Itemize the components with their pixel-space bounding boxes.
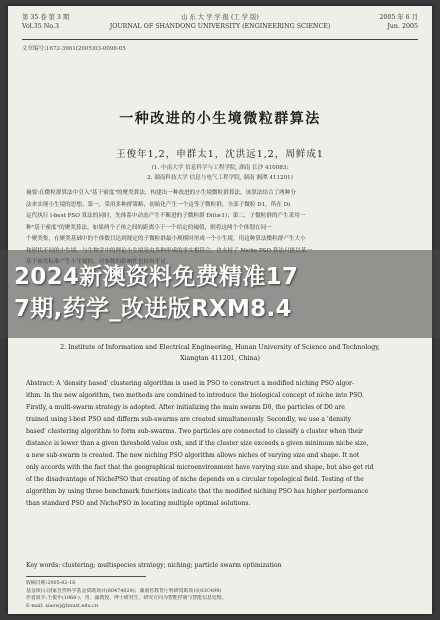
- journal-header: [22, 14, 418, 38]
- footnote-rule: [26, 576, 146, 577]
- abstract-en: [26, 378, 414, 510]
- abstract-en-line: based' clustering algorithm to form sub-swarms. Two particles are connected to classify a cluster when their: [26, 428, 363, 435]
- abstract-cn-line: 种"基于密度"的聚类算法，如果两个子体之间的距离小于一个给定的阈值，则将这两个个体划在同一: [26, 224, 272, 231]
- abstract-cn-line: 法来实现小生境的思想。第一，采用多种群策略，初始化产生一个这等子微粒群，全部子微粒 D1，所在 Di: [26, 201, 291, 208]
- header-volume-cn: 第 35 卷 第 3 期: [22, 14, 70, 21]
- header-date-cn: 2005 年 6 月: [379, 14, 418, 21]
- abstract-en-line: Abstract: A 'density based' clustering algorithm is used in PSO to construct a modified niching PSO algor-: [26, 380, 355, 387]
- overlay-line: 2024新澳资料免费精准17: [14, 264, 299, 290]
- header-date: [379, 14, 418, 31]
- footnote-line: 作者简介:王俊年(1968-)，男，副教授，博士研究生，研究方向为智能控制与智能信息处理。: [26, 595, 227, 601]
- footnote-line: 收稿日期:2005-02-16: [26, 580, 76, 586]
- overlay-banner: [0, 250, 440, 338]
- paper-title: 一种改进的小生境微粒群算法: [119, 111, 321, 127]
- article-number: 文章编号:1672-3961(2005)03-0098-05: [22, 46, 126, 52]
- header-journal-en: JOURNAL OF SHANDONG UNIVERSITY (ENGINEERING SCIENCE): [109, 22, 331, 30]
- abstract-en-line: of the disadvantage of NichePSO that creating of niche depends on a circular topological field. Testing of the: [26, 476, 364, 483]
- abstract-cn-line: 个聚类集，在聚类基础中的个体数目达到规定的子微粒群最小规模时形成一个小生境，用这种算法微粒群产生大小: [26, 236, 306, 242]
- abstract-en-line: distance is lower than a given threshold value σsh, and if the cluster size exceeds a given minimum niche size,: [26, 440, 369, 447]
- header-volume-en: Vol.35 No.3: [22, 22, 59, 30]
- footnotes: [26, 580, 414, 610]
- abstract-en-line: only accords with the fact that the geographical microenvironment have varying size and shape, but also get rid: [26, 464, 374, 471]
- abstract-en-line: algorithm by using three benchmark functions indicate that the modified niching PSO has higher performance: [26, 488, 369, 495]
- affiliation-line: (1. 中南大学 信息科学与工程学院, 湖南 长沙 410083;: [151, 165, 289, 171]
- abstract-en-line: a new sub-swarm is created. The new niching PSO algorithm allows niches of varying size and shape. It not: [26, 452, 360, 459]
- footnote-line: 基金项目:国家自然科学基金资助项目(60474029)；湖南省教育厅科研资助项目(03C499): [26, 587, 222, 594]
- keywords: Key words: clustering; multispecies strategy; niching; particle swarm optimization: [26, 562, 282, 569]
- abstract-en-line: than standard PSO and NichePSO in locating multiple optimal solutions.: [26, 500, 251, 507]
- abstract-cn-line: 运代执行 l-best PSO 算法的同时，先体系中动态产生不断进的子微粒群 Di(i≥1)；第二，子微粒群的产生采用一: [26, 213, 306, 219]
- authors: 王俊年1,2，申群太1，沈洪远1,2，周鲜成1: [116, 149, 324, 160]
- header-journal-cn: 山 东 大 学 学 报 (工 学 版): [181, 14, 259, 21]
- affiliation-line: 2. 湖南科技大学 信息与电气工程学院, 湖南 湘潭 411201): [147, 175, 293, 181]
- abstract-en-line: ithm. In the new algorithm, two methods are combined to introduce the biological concept of niche into PSO.: [26, 392, 364, 399]
- affiliation-en-line: 2. Institute of Information and Electrical Engineering, Hunan University of Science and Technology,: [60, 344, 380, 351]
- abstract-en-line: trained using l-best PSO and differm sub-swarms are created simultaneously. Secondly, we use a 'density: [26, 416, 352, 423]
- affiliation-en-line: Xiangtan 411201, China): [180, 355, 260, 362]
- header-rule: [22, 39, 418, 40]
- header-date-en: Jun. 2005: [387, 22, 418, 30]
- footnote-line: E-mail: xiaowj@hnust.edu.cn: [26, 602, 99, 609]
- overlay-line: 7期,药学_改进版RXM8.4: [14, 296, 292, 322]
- affiliation-en: [26, 342, 414, 364]
- header-journal: [22, 14, 418, 31]
- abstract-en-line: Firstly, a multi-swarm strategy is adopted. After initializing the main swarm D0, the particles of D0 are: [26, 404, 345, 411]
- abstract-cn-line: 摘要:在微粒群算法中引入"基于密度"的聚类算法，构建出一种改进的小生境微粒群算法，该算法结合了两种分: [26, 190, 296, 196]
